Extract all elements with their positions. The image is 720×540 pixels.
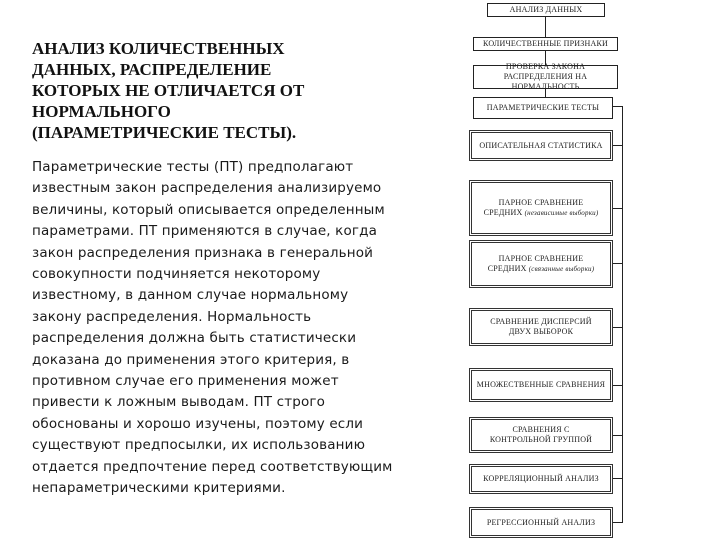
method-label: ОПИСАТЕЛЬНАЯ СТАТИСТИКА — [479, 140, 603, 150]
connector-branch-7 — [613, 478, 623, 479]
method-box-control-group — [469, 417, 613, 453]
diagram-level1-label: КОЛИЧЕСТВЕННЫЕ ПРИЗНАКИ — [483, 39, 608, 48]
method-label-2 — [484, 208, 599, 218]
diagram-level1-box — [473, 37, 618, 51]
connector-branch-3 — [613, 263, 623, 264]
connector-trunk — [622, 106, 623, 523]
connector-branch-5 — [613, 385, 623, 386]
connector-branch-4 — [613, 327, 623, 328]
method-box-variance-comparison — [469, 308, 613, 346]
slide-title: АНАЛИЗ КОЛИЧЕСТВЕННЫХ ДАННЫХ, РАСПРЕДЕЛЕНИЕ КОТОРЫХ НЕ ОТЛИЧАЕТСЯ ОТ НОРМАЛЬНОГО (ПАРАМЕТРИЧЕСКИЕ ТЕСТЫ). — [32, 39, 305, 142]
method-label: КОРРЕЛЯЦИОННЫЙ АНАЛИЗ — [483, 474, 599, 483]
method-label-2: ДВУХ ВЫБОРОК — [508, 327, 574, 336]
method-label: МНОЖЕСТВЕННЫЕ СРАВНЕНИЯ — [476, 380, 606, 389]
method-box-regression-analysis — [469, 507, 613, 538]
method-box-descriptive-statistics — [469, 130, 613, 161]
diagram-root-label: АНАЛИЗ ДАННЫХ — [509, 5, 583, 14]
method-label-2: КОНТРОЛЬНОЙ ГРУППОЙ — [489, 435, 593, 444]
method-label: ПАРНОЕ СРАВНЕНИЕ — [498, 198, 584, 207]
connector-branch-8 — [613, 522, 623, 523]
connector-l3-to-trunk — [612, 106, 623, 107]
connector-branch-6 — [613, 435, 623, 436]
method-label: РЕГРЕССИОННЫЙ АНАЛИЗ — [486, 517, 596, 527]
diagram-level3-box — [473, 97, 613, 119]
method-sub-label: (связанные выборки) — [528, 265, 595, 273]
method-label: СРАВНЕНИЯ С — [512, 425, 570, 434]
method-label-2-text: СРЕДНИХ — [483, 208, 523, 217]
method-label: ПАРНОЕ СРАВНЕНИЕ — [498, 254, 584, 263]
method-box-paired-means-related — [469, 240, 613, 288]
method-label-2-text: СРЕДНИХ — [487, 264, 527, 273]
method-box-correlation-analysis — [469, 464, 613, 494]
connector-root-to-l1 — [545, 16, 546, 38]
diagram-root-box — [487, 3, 605, 17]
diagram-level3-label: ПАРАМЕТРИЧЕСКИЕ ТЕСТЫ — [486, 103, 600, 112]
method-sub-label: (независимые выборки) — [524, 209, 599, 217]
diagram-level2-box — [473, 62, 618, 91]
method-label-2 — [488, 264, 595, 274]
method-box-multiple-comparisons — [469, 368, 613, 402]
connector-branch-2 — [613, 208, 623, 209]
slide-body-text: Параметрические тесты (ПТ) предполагают известным закон распределения анализируемо величины, который описывается определенным параметрами. ПТ применяются в случае, когда закон распределения признака в генеральной совокупности подчиняется некоторому известному, в данном случае нормальному закону распределения. Нормальность распределения должна быть статистически доказана до применения этого критерия, в противном случае его применения может привести к ложным выводам. ПТ строго обоснованы и хорошо изучены, поэтому если существуют предпосылки, их использованию отдается предпочтение перед соответствующим непараметрическими критериями. — [32, 159, 393, 497]
method-label: СРАВНЕНИЕ ДИСПЕРСИЙ — [490, 317, 592, 326]
diagram-level2-label: ПРОВЕРКА ЗАКОНА РАСПРЕДЕЛЕНИЯ НА НОРМАЛЬНОСТЬ — [503, 62, 588, 91]
connector-branch-1 — [613, 145, 623, 146]
method-box-paired-means-independent — [469, 180, 613, 236]
